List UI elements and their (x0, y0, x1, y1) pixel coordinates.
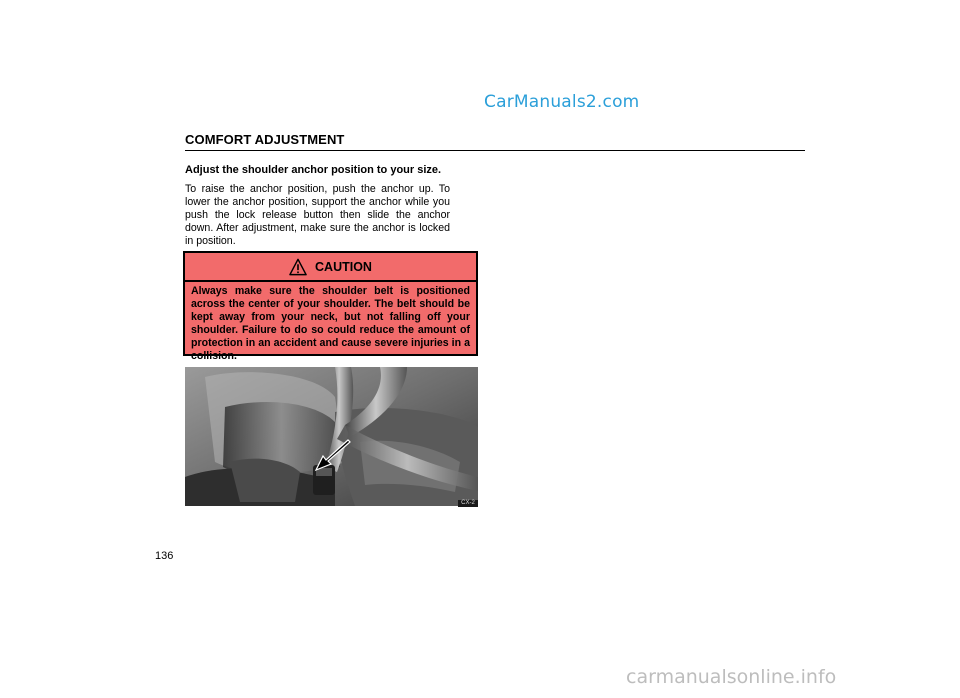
warning-triangle-icon (289, 258, 307, 276)
subheading: Adjust the shoulder anchor position to your size. (185, 164, 442, 176)
watermark-bottom: carmanualsonline.info (626, 666, 837, 688)
page-number: 136 (155, 550, 174, 562)
watermark-top: CarManuals2.com (484, 92, 640, 112)
caution-box (183, 251, 478, 362)
caution-header (185, 257, 476, 277)
section-title: COMFORT ADJUSTMENT (185, 132, 345, 147)
caution-divider (185, 280, 476, 282)
caution-label: CAUTION (315, 260, 372, 274)
caution-text: Always make sure the shoulder belt is positioned across the center of your shoulder. The belt should be kept away from your neck, but not falling off your shoulder. Failure to do so could reduce the amount of protection in an accident and cause severe injuries in a collision. (191, 285, 470, 362)
title-rule (185, 150, 805, 151)
body-paragraph: To raise the anchor position, push the anchor up. To lower the anchor position, support the anchor while you push the lock release button then slide the anchor down. After adjustment, make sure the anchor is locked in position. (185, 183, 450, 247)
seat-belt-illustration (185, 367, 478, 506)
figure-code: CX-2 (458, 500, 478, 507)
